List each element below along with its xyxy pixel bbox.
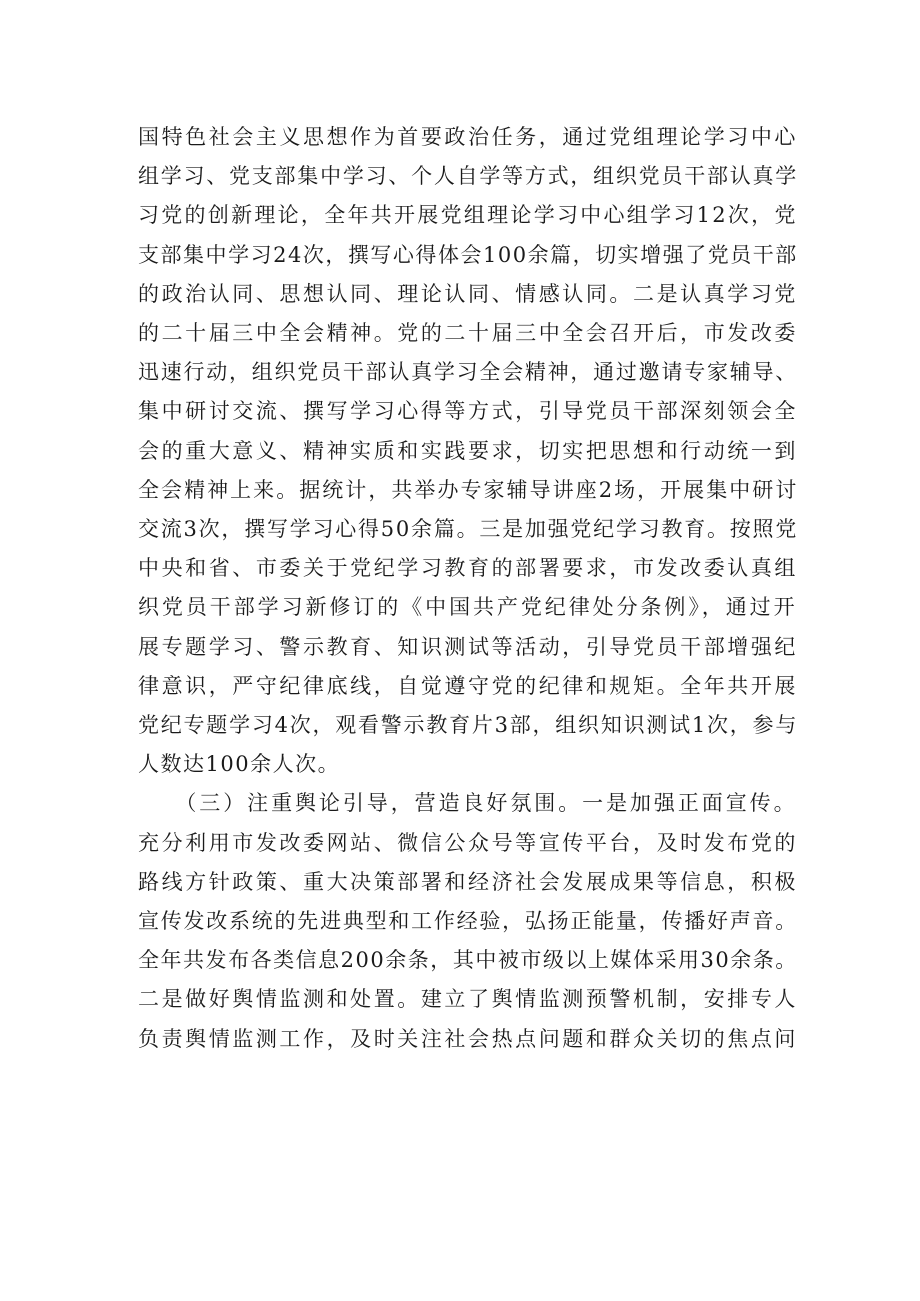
text-line: 宣传发改系统的先进典型和工作经验，弘扬正能量，传播好声音。 [138, 909, 798, 933]
text-line: 展专题学习、警示教育、知识测试等活动，引导党员干部增强纪 [138, 634, 798, 659]
text-line: 全会精神上来。据统计，共举办专家辅导讲座2场，开展集中研讨 [138, 477, 799, 502]
text-line: 迅速行动，组织党员干部认真学习全会精神，通过邀请专家辅导、 [138, 360, 798, 385]
text-line: 负责舆情监测工作，及时关注社会热点问题和群众关切的焦点问 [138, 1026, 798, 1051]
text-line: 律意识，严守纪律底线，自觉遵守党的纪律和规矩。全年共开展 [138, 673, 798, 698]
text-line: 二是做好舆情监测和处置。建立了舆情监测预警机制，安排专人 [138, 987, 798, 1012]
text-line: （三）注重舆论引导，营造良好氛围。一是加强正面宣传。 [138, 791, 798, 816]
text-line: 党纪专题学习4次，观看警示教育片3部，组织知识测试1次，参与 [138, 713, 799, 737]
text-line: 路线方针政策、重大决策部署和经济社会发展成果等信息，积极 [138, 869, 798, 894]
text-line: 的政治认同、思想认同、理论认同、情感认同。二是认真学习党 [138, 281, 798, 306]
text-line: 充分利用市发改委网站、微信公众号等宣传平台，及时发布党的 [138, 830, 798, 855]
text-line: 组学习、党支部集中学习、个人自学等方式，组织党员干部认真学 [138, 164, 798, 189]
text-line: 支部集中学习24次，撰写心得体会100余篇，切实增强了党员干部 [138, 242, 798, 267]
text-line: 国特色社会主义思想作为首要政治任务，通过党组理论学习中心 [138, 125, 798, 149]
text-line: 中央和省、市委关于党纪学习教育的部署要求，市发改委认真组 [138, 556, 798, 581]
text-line: 全年共发布各类信息200余条，其中被市级以上媒体采用30余条。 [138, 948, 798, 973]
text-line: 会的重大意义、精神实质和实践要求，切实把思想和行动统一到 [138, 438, 798, 463]
text-line: 习党的创新理论，全年共开展党组理论学习中心组学习12次，党 [138, 203, 798, 228]
text-line: 人数达100余人次。 [138, 752, 341, 777]
text-line: 集中研讨交流、撰写学习心得等方式，引导党员干部深刻领会全 [138, 399, 798, 424]
text-line: 交流3次，撰写学习心得50余篇。三是加强党纪学习教育。按照党 [138, 517, 799, 541]
text-line: 织党员干部学习新修订的《中国共产党纪律处分条例》，通过开 [138, 595, 798, 620]
text-line: 的二十届三中全会精神。党的二十届三中全会召开后，市发改委 [138, 321, 798, 345]
